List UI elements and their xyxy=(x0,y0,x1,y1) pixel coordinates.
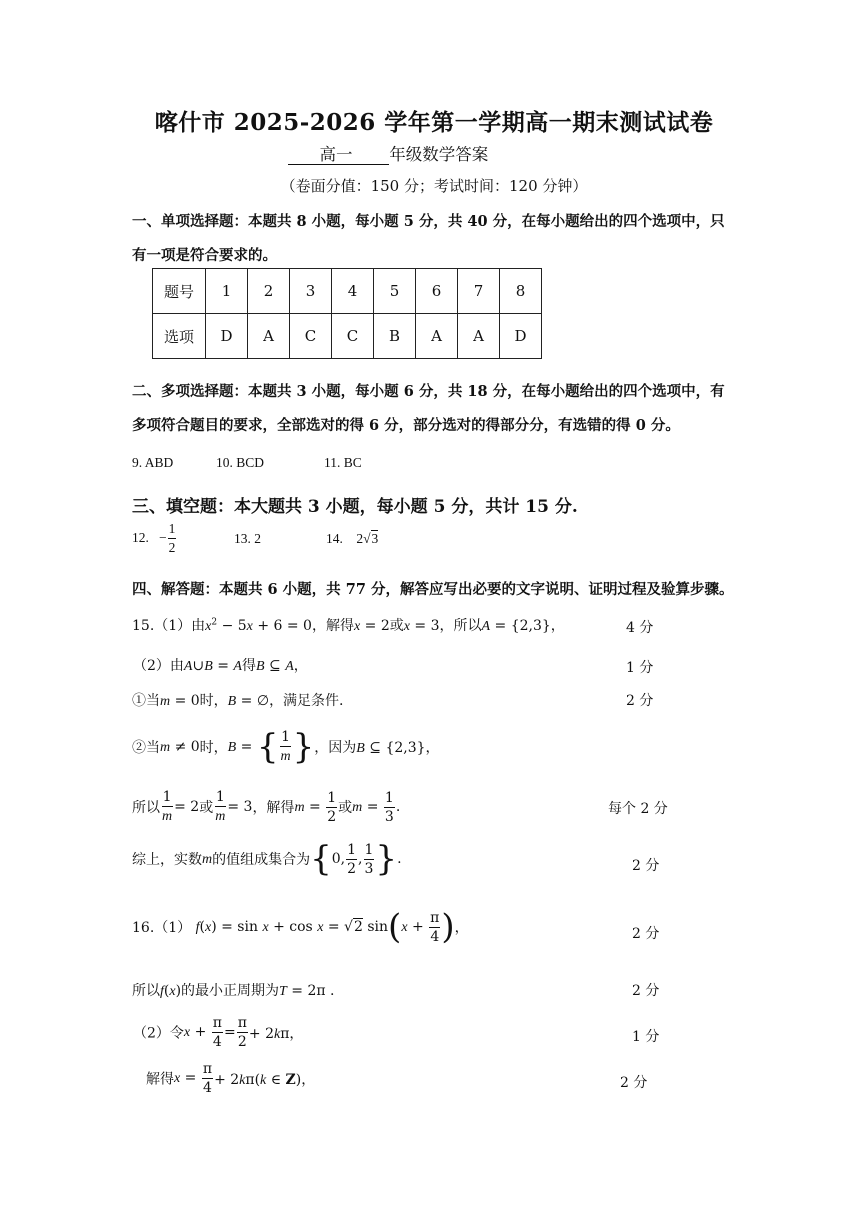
text: ，满足条件. xyxy=(269,693,344,709)
exam-info: （卷面分值：150 分；考试时间：120 分钟） xyxy=(280,177,588,195)
answer-12-label: 12. xyxy=(132,530,149,545)
table-cell: D xyxy=(500,314,542,359)
answer-9: 9. ABD xyxy=(132,455,174,470)
table-row-answers xyxy=(153,314,542,359)
q15-line1: 15.（1）由$x^2 - 5x + 6 = 0$，解得x = 2或x = 3，所以A = {2,3}， xyxy=(132,617,565,634)
q15-line2: （2）由A∪B = A得B ⊆ A， xyxy=(133,658,308,674)
text: 的值组成集合为 xyxy=(212,852,311,868)
text: ②当 xyxy=(132,740,160,756)
table-header-cell: 选项 xyxy=(153,314,206,359)
text: 时， xyxy=(199,693,228,709)
score-label: 1 分 xyxy=(626,660,654,676)
text: 所以 xyxy=(132,800,160,816)
text: 所以 xyxy=(132,983,160,999)
q16-line4: 解得x = $\frac{\pi}{4}$ + 2kπ(k ∈ Z)， xyxy=(146,1061,316,1096)
table-cell: 5 xyxy=(374,269,416,314)
table-cell: C xyxy=(290,314,332,359)
q15-line4: ②当m ≠ 0时，B = { $\frac{1}{m}$ }，因为B ⊆ {2,3}， xyxy=(132,727,440,767)
text: ①当 xyxy=(132,693,160,709)
answer-12: 12. − $\frac{1}{2}$ xyxy=(132,521,176,555)
table-cell: 3 xyxy=(290,269,332,314)
q16-line2: 所以f(x)的最小正周期为T = 2π . xyxy=(132,983,335,999)
text: ，因为 xyxy=(314,740,357,756)
section2-heading-line1: 二、多项选择题：本题共 3 小题，每小题 6 分，共 18 分，在每小题给出的四个选项中，有 xyxy=(132,383,725,400)
subtitle-text: 年级数学答案 xyxy=(389,145,489,164)
grade-text: 高一 xyxy=(319,145,353,164)
score-label: 2 分 xyxy=(626,693,654,709)
table-cell: 7 xyxy=(458,269,500,314)
table-cell: 4 xyxy=(332,269,374,314)
table-cell: 8 xyxy=(500,269,542,314)
section4-heading: 四、解答题：本题共 6 小题，共 77 分，解答应写出必要的文字说明、证明过程及验算步骤。 xyxy=(132,581,734,598)
table-cell: C xyxy=(332,314,374,359)
table-cell: 2 xyxy=(248,269,290,314)
text: ，解得 xyxy=(252,800,295,816)
score-label: 每个 2 分 xyxy=(608,801,668,817)
text: （2）由 xyxy=(133,658,184,674)
q15-line6: 综上，实数m的值组成集合为{0, $\frac{1}{2}$ , $\frac{1}{3}$ }. xyxy=(132,839,402,879)
grade-blank xyxy=(288,145,389,165)
table-cell: A xyxy=(248,314,290,359)
answer-14: 14. 2√3 xyxy=(326,531,379,546)
text: 时， xyxy=(199,740,228,756)
q15-line5: 所以 $\frac{1}{m}$ = 2或 $\frac{1}{m}$ = 3，解得m = $\frac{1}{2}$ 或m = $\frac{1}{3}$ . xyxy=(132,789,401,825)
answer-11: 11. BC xyxy=(324,455,362,470)
table-cell: B xyxy=(374,314,416,359)
text: 综上，实数 xyxy=(132,852,202,868)
table-cell: 1 xyxy=(206,269,248,314)
text: 15.（1）由 xyxy=(132,618,206,634)
text: 的最小正周期为 xyxy=(181,983,280,999)
answer-13: 13. 2 xyxy=(234,531,261,546)
score-label: 2 分 xyxy=(632,926,660,942)
table-cell: D xyxy=(206,314,248,359)
text: ，所以 xyxy=(439,618,482,634)
table-row-numbers xyxy=(153,269,542,314)
text: 或 xyxy=(199,800,214,816)
table-cell: A xyxy=(416,314,458,359)
text: ，解得 xyxy=(311,618,354,634)
section3-heading: 三、填空题：本大题共 3 小题，每小题 5 分，共计 15 分. xyxy=(132,497,578,517)
page-title: 喀什市 2025-2026 学年第一学期高一期末测试试卷 xyxy=(154,109,714,136)
table-header-cell: 题号 xyxy=(153,269,206,314)
text: 得 xyxy=(241,658,256,674)
answer-table xyxy=(152,268,542,359)
text: 或 xyxy=(389,618,404,634)
section2-heading-line2: 多项符合题目的要求，全部选对的得 6 分，部分选对的得部分分，有选错的得 0 分。 xyxy=(132,417,680,434)
subtitle xyxy=(288,141,488,165)
score-label: 4 分 xyxy=(626,620,654,636)
answer-10: 10. BCD xyxy=(216,455,265,470)
q16-line1: 16.（1） f(x) = sin x + cos x = √2 sin(x + $\frac{\pi}{4}$ )， xyxy=(132,907,469,947)
score-label: 1 分 xyxy=(632,1029,660,1045)
text: （2）令 xyxy=(133,1025,184,1042)
score-label: 2 分 xyxy=(632,858,660,874)
fraction: $\frac{1}{2}$ xyxy=(168,521,176,555)
table-cell: A xyxy=(458,314,500,359)
score-label: 2 分 xyxy=(632,983,660,999)
text: 解得 xyxy=(146,1071,174,1088)
section1-heading-line2: 有一项是符合要求的。 xyxy=(132,247,277,264)
score-label: 2 分 xyxy=(620,1075,648,1091)
section1-heading-line1: 一、单项选择题：本题共 8 小题，每小题 5 分，共 40 分，在每小题给出的四个选项中，只 xyxy=(132,213,725,230)
q16-line3: （2）令x + $\frac{\pi}{4}$ = $\frac{\pi}{2}$ + 2kπ， xyxy=(133,1015,304,1050)
answer-14-label: 14. xyxy=(326,531,343,546)
table-cell: 6 xyxy=(416,269,458,314)
q15-line3: ①当m = 0时，B = ∅，满足条件. xyxy=(132,693,344,709)
text: 或 xyxy=(338,800,353,816)
text: 16.（1） xyxy=(132,920,192,936)
